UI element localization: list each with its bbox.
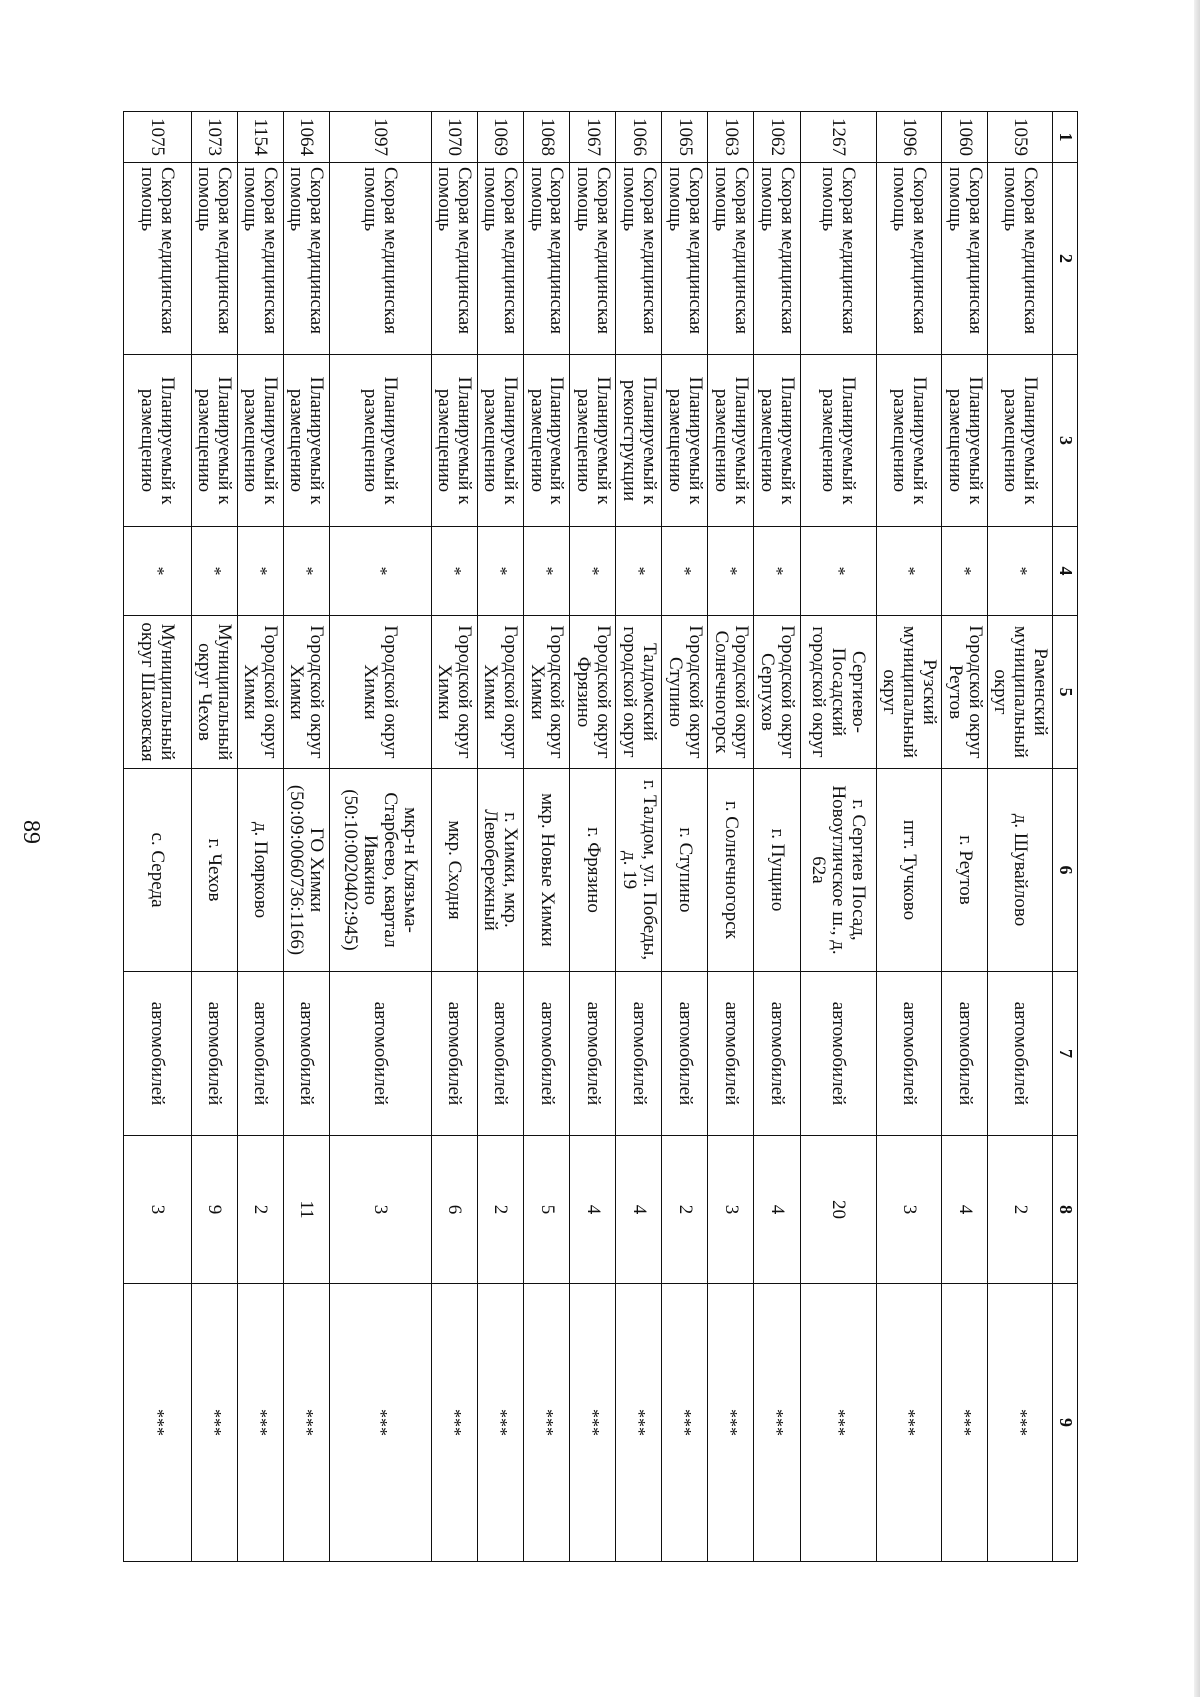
note-cell: *** (524, 1284, 570, 1562)
unit-cell: автомобилей (191, 972, 237, 1136)
count-cell: 20 (800, 1136, 876, 1284)
unit-cell: автомобилей (616, 972, 662, 1136)
column-header-9: 9 (1053, 1284, 1078, 1562)
row-number-cell: 1154 (237, 112, 283, 163)
object-status-cell: Планируемый к размещению (124, 355, 192, 527)
table-row (124, 112, 192, 1562)
row-number-cell: 1073 (191, 112, 237, 163)
unit-cell: автомобилей (708, 972, 754, 1136)
table-row (283, 112, 329, 1562)
unit-cell: автомобилей (662, 972, 708, 1136)
object-status-cell: Планируемый к размещению (876, 355, 941, 527)
row-number-cell: 1069 (477, 112, 523, 163)
district-cell: Городской округ Химки (477, 616, 523, 769)
mark-cell: * (616, 527, 662, 616)
table-row (524, 112, 570, 1562)
note-cell: *** (988, 1284, 1053, 1562)
row-number-cell: 1063 (708, 112, 754, 163)
column-header-3: 3 (1053, 355, 1078, 527)
count-cell: 4 (570, 1136, 616, 1284)
location-cell: г. Реутов (942, 769, 988, 972)
note-cell: *** (662, 1284, 708, 1562)
object-type-cell: Скорая медицинская помощь (662, 163, 708, 355)
object-status-cell: Планируемый к размещению (942, 355, 988, 527)
table-row (431, 112, 477, 1562)
object-type-cell: Скорая медицинская помощь (283, 163, 329, 355)
table-row (191, 112, 237, 1562)
unit-cell: автомобилей (754, 972, 800, 1136)
header-row (1053, 112, 1078, 1562)
object-type-cell: Скорая медицинская помощь (942, 163, 988, 355)
district-cell: Городской округ Химки (237, 616, 283, 769)
column-header-1: 1 (1053, 112, 1078, 163)
mark-cell: * (431, 527, 477, 616)
count-cell: 3 (329, 1136, 431, 1284)
mark-cell: * (570, 527, 616, 616)
mark-cell: * (524, 527, 570, 616)
object-type-cell: Скорая медицинская помощь (191, 163, 237, 355)
mark-cell: * (477, 527, 523, 616)
row-number-cell: 1096 (876, 112, 941, 163)
district-cell: Городской округ Химки (283, 616, 329, 769)
mark-cell: * (237, 527, 283, 616)
district-cell: Городской округ Серпухов (754, 616, 800, 769)
table-row (800, 112, 876, 1562)
object-status-cell: Планируемый к размещению (431, 355, 477, 527)
location-cell: пгт. Тучково (876, 769, 941, 972)
count-cell: 4 (616, 1136, 662, 1284)
count-cell: 2 (662, 1136, 708, 1284)
table-wrapper (123, 111, 1078, 1561)
location-cell: мкр-н Клязьма-Старбеево, квартал Ивакино (50:10:0020402:945) (329, 769, 431, 972)
district-cell: Городской округ Фрязино (570, 616, 616, 769)
object-type-cell: Скорая медицинская помощь (800, 163, 876, 355)
location-cell: г. Химки, мкр. Левобережный (477, 769, 523, 972)
table-row (988, 112, 1053, 1562)
mark-cell: * (124, 527, 192, 616)
object-status-cell: Планируемый к размещению (570, 355, 616, 527)
unit-cell: автомобилей (800, 972, 876, 1136)
note-cell: *** (616, 1284, 662, 1562)
location-cell: г. Ступино (662, 769, 708, 972)
note-cell: *** (942, 1284, 988, 1562)
unit-cell: автомобилей (988, 972, 1053, 1136)
column-header-5: 5 (1053, 616, 1078, 769)
object-type-cell: Скорая медицинская помощь (988, 163, 1053, 355)
district-cell: Талдомский городской округ (616, 616, 662, 769)
note-cell: *** (477, 1284, 523, 1562)
count-cell: 9 (191, 1136, 237, 1284)
note-cell: *** (191, 1284, 237, 1562)
page-number: 89 (18, 820, 44, 844)
object-type-cell: Скорая медицинская помощь (237, 163, 283, 355)
column-header-4: 4 (1053, 527, 1078, 616)
row-number-cell: 1070 (431, 112, 477, 163)
object-type-cell: Скорая медицинская помощь (524, 163, 570, 355)
location-cell: ГО Химки (50:09:0060736:1166) (283, 769, 329, 972)
count-cell: 2 (237, 1136, 283, 1284)
column-header-6: 6 (1053, 769, 1078, 972)
object-status-cell: Планируемый к размещению (329, 355, 431, 527)
district-cell: Муниципальный округ Чехов (191, 616, 237, 769)
district-cell: Городской округ Химки (329, 616, 431, 769)
note-cell: *** (124, 1284, 192, 1562)
object-status-cell: Планируемый к размещению (988, 355, 1053, 527)
object-status-cell: Планируемый к реконструкции (616, 355, 662, 527)
district-cell: Городской округ Солнечногорск (708, 616, 754, 769)
district-cell: Городской округ Химки (524, 616, 570, 769)
mark-cell: * (191, 527, 237, 616)
count-cell: 5 (524, 1136, 570, 1284)
district-cell: Муниципальный округ Шаховская (124, 616, 192, 769)
scan-edge (1194, 0, 1200, 1697)
location-cell: д. Поярково (237, 769, 283, 972)
row-number-cell: 1075 (124, 112, 192, 163)
object-status-cell: Планируемый к размещению (754, 355, 800, 527)
object-type-cell: Скорая медицинская помощь (754, 163, 800, 355)
count-cell: 11 (283, 1136, 329, 1284)
location-cell: мкр. Новые Химки (524, 769, 570, 972)
column-header-2: 2 (1053, 163, 1078, 355)
mark-cell: * (876, 527, 941, 616)
unit-cell: автомобилей (570, 972, 616, 1136)
object-type-cell: Скорая медицинская помощь (124, 163, 192, 355)
location-cell: г. Сергиев Посад, Новоугличское ш., д. 62а (800, 769, 876, 972)
note-cell: *** (329, 1284, 431, 1562)
count-cell: 2 (477, 1136, 523, 1284)
district-cell: Раменский муниципальный округ (988, 616, 1053, 769)
row-number-cell: 1062 (754, 112, 800, 163)
location-cell: г. Пущино (754, 769, 800, 972)
facilities-table (123, 111, 1078, 1562)
unit-cell: автомобилей (283, 972, 329, 1136)
mark-cell: * (662, 527, 708, 616)
note-cell: *** (283, 1284, 329, 1562)
district-cell: Рузский муниципальный округ (876, 616, 941, 769)
note-cell: *** (431, 1284, 477, 1562)
object-type-cell: Скорая медицинская помощь (616, 163, 662, 355)
mark-cell: * (329, 527, 431, 616)
mark-cell: * (988, 527, 1053, 616)
mark-cell: * (942, 527, 988, 616)
table-row (708, 112, 754, 1562)
table-row (329, 112, 431, 1562)
mark-cell: * (754, 527, 800, 616)
row-number-cell: 1064 (283, 112, 329, 163)
note-cell: *** (754, 1284, 800, 1562)
district-cell: Городской округ Химки (431, 616, 477, 769)
column-header-8: 8 (1053, 1136, 1078, 1284)
table-row (237, 112, 283, 1562)
object-status-cell: Планируемый к размещению (662, 355, 708, 527)
table-row (876, 112, 941, 1562)
table-row (754, 112, 800, 1562)
count-cell: 4 (754, 1136, 800, 1284)
unit-cell: автомобилей (876, 972, 941, 1136)
note-cell: *** (708, 1284, 754, 1562)
location-cell: г. Солнечногорск (708, 769, 754, 972)
row-number-cell: 1060 (942, 112, 988, 163)
row-number-cell: 1267 (800, 112, 876, 163)
row-number-cell: 1067 (570, 112, 616, 163)
unit-cell: автомобилей (477, 972, 523, 1136)
location-cell: г. Талдом, ул. Победы, д. 19 (616, 769, 662, 972)
count-cell: 3 (708, 1136, 754, 1284)
district-cell: Городской округ Реутов (942, 616, 988, 769)
note-cell: *** (570, 1284, 616, 1562)
row-number-cell: 1068 (524, 112, 570, 163)
unit-cell: автомобилей (431, 972, 477, 1136)
count-cell: 2 (988, 1136, 1053, 1284)
unit-cell: автомобилей (524, 972, 570, 1136)
object-type-cell: Скорая медицинская помощь (329, 163, 431, 355)
mark-cell: * (800, 527, 876, 616)
note-cell: *** (800, 1284, 876, 1562)
object-status-cell: Планируемый к размещению (524, 355, 570, 527)
object-type-cell: Скорая медицинская помощь (708, 163, 754, 355)
location-cell: мкр. Сходня (431, 769, 477, 972)
unit-cell: автомобилей (237, 972, 283, 1136)
object-type-cell: Скорая медицинская помощь (431, 163, 477, 355)
object-status-cell: Планируемый к размещению (237, 355, 283, 527)
object-status-cell: Планируемый к размещению (800, 355, 876, 527)
unit-cell: автомобилей (329, 972, 431, 1136)
location-cell: г. Фрязино (570, 769, 616, 972)
count-cell: 4 (942, 1136, 988, 1284)
count-cell: 3 (124, 1136, 192, 1284)
unit-cell: автомобилей (942, 972, 988, 1136)
object-type-cell: Скорая медицинская помощь (876, 163, 941, 355)
column-header-7: 7 (1053, 972, 1078, 1136)
note-cell: *** (237, 1284, 283, 1562)
table-row (616, 112, 662, 1562)
table-row (477, 112, 523, 1562)
unit-cell: автомобилей (124, 972, 192, 1136)
district-cell: Городской округ Ступино (662, 616, 708, 769)
location-cell: г. Чехов (191, 769, 237, 972)
object-type-cell: Скорая медицинская помощь (477, 163, 523, 355)
object-status-cell: Планируемый к размещению (477, 355, 523, 527)
note-cell: *** (876, 1284, 941, 1562)
object-type-cell: Скорая медицинская помощь (570, 163, 616, 355)
object-status-cell: Планируемый к размещению (191, 355, 237, 527)
table-row (942, 112, 988, 1562)
object-status-cell: Планируемый к размещению (283, 355, 329, 527)
table-row (662, 112, 708, 1562)
row-number-cell: 1097 (329, 112, 431, 163)
row-number-cell: 1059 (988, 112, 1053, 163)
mark-cell: * (708, 527, 754, 616)
district-cell: Сергиево-Посадский городской округ (800, 616, 876, 769)
row-number-cell: 1065 (662, 112, 708, 163)
table-row (570, 112, 616, 1562)
object-status-cell: Планируемый к размещению (708, 355, 754, 527)
count-cell: 6 (431, 1136, 477, 1284)
location-cell: с. Середа (124, 769, 192, 972)
mark-cell: * (283, 527, 329, 616)
row-number-cell: 1066 (616, 112, 662, 163)
count-cell: 3 (876, 1136, 941, 1284)
location-cell: д. Шувайлово (988, 769, 1053, 972)
